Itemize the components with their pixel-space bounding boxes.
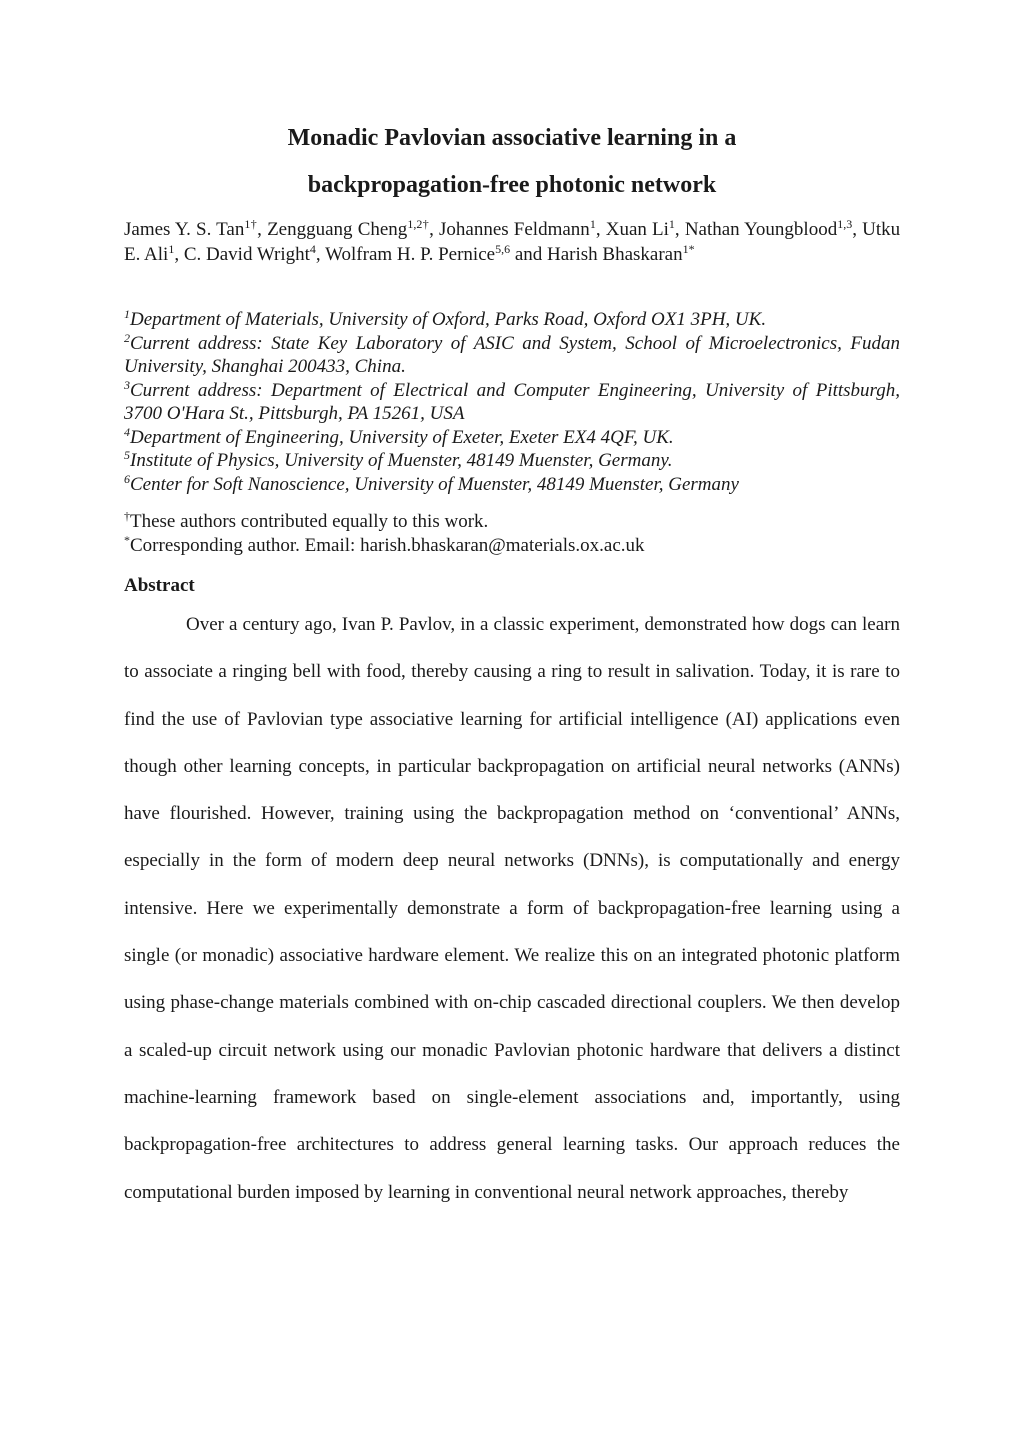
equal-contribution-note: †These authors contributed equally to this work. [124, 509, 489, 532]
author: Xuan Li$^1$, [605, 217, 685, 240]
author: C. David Wright$^4$, [183, 241, 326, 265]
abstract-heading: Abstract [124, 575, 195, 596]
author: Johannes Feldmann$^1$, [439, 217, 606, 240]
author: Nathan Youngblood$^{1,3}$, [684, 217, 863, 240]
corresponding-author-note: *Corresponding author. Email: harish.bhaskaran@materials.ox.ac.uk [124, 532, 645, 556]
affiliation: $^4$Department of Engineering, University of Exeter, Exeter EX4 4QF, UK. [124, 424, 674, 448]
paper-title-line-2: backpropagation-free photonic network [307, 172, 717, 198]
author: Wolfram H. P. Pernice$^{5,6}$ and [325, 241, 547, 265]
paper-title-line-1: Monadic Pavlovian associative learning in a [287, 125, 737, 151]
affiliation: $^3$Current address: Department of Electrical and Computer Engineering, University of Pittsburgh, 3700 O'Hara St., Pittsburgh, PA 15261, USA [124, 377, 900, 424]
affiliation: $^2$Current address: State Key Laboratory of ASIC and System, School of Microelectronics, Fudan University, Shanghai 200433, China. [124, 330, 900, 377]
affiliation: $^5$Institute of Physics, University of Muenster, 48149 Muenster, Germany. [124, 448, 673, 471]
affiliation: $^6$Center for Soft Nanoscience, University of Muenster, 48149 Muenster, Germany [124, 471, 739, 495]
affiliation: $^1$Department of Materials, University of Oxford, Parks Road, Oxford OX1 3PH, UK. [124, 307, 767, 330]
author: Harish Bhaskaran$^{1*}$ [547, 241, 695, 265]
author: James Y. S. Tan$^{1\dagger}$, [124, 217, 268, 240]
author: Utku E. Ali$^1$, [124, 219, 901, 265]
author-notes [124, 510, 900, 557]
affiliation-list [124, 308, 900, 496]
author: Zengguang Cheng$^{1,2\dagger}$, [267, 217, 440, 240]
abstract-body: Over a century ago, Ivan P. Pavlov, in a classic experiment, demonstrated how dogs can learn to associate a ringing bell with food, thereby causing a ring to result in salivation. Today, it is rare to find the use of Pavlovian type associative learning for artificial intelligence (AI) applications even though other learning concepts, in particular backpropagation on artificial neural networks (ANNs) have flourished. However, training using the backpropagation method on ‘conventional’ ANNs, especially in the form of modern deep neural networks (DNNs), is computationally and energy intensive. Here we experimentally demonstrate a form of backpropagation-free learning using a single (or monadic) associative hardware element. We realize this on an integrated photonic platform using phase-change materials combined with on-chip cascaded directional couplers. We then develop a scaled-up circuit network using our monadic Pavlovian photonic hardware that delivers a distinct machine-learning framework based on single-element associations and, importantly, using backpropagation-free architectures to address general learning tasks. Our approach reduces the computational burden imposed by learning in conventional neural network approaches, thereby [124, 614, 900, 1203]
author-list [124, 218, 900, 267]
